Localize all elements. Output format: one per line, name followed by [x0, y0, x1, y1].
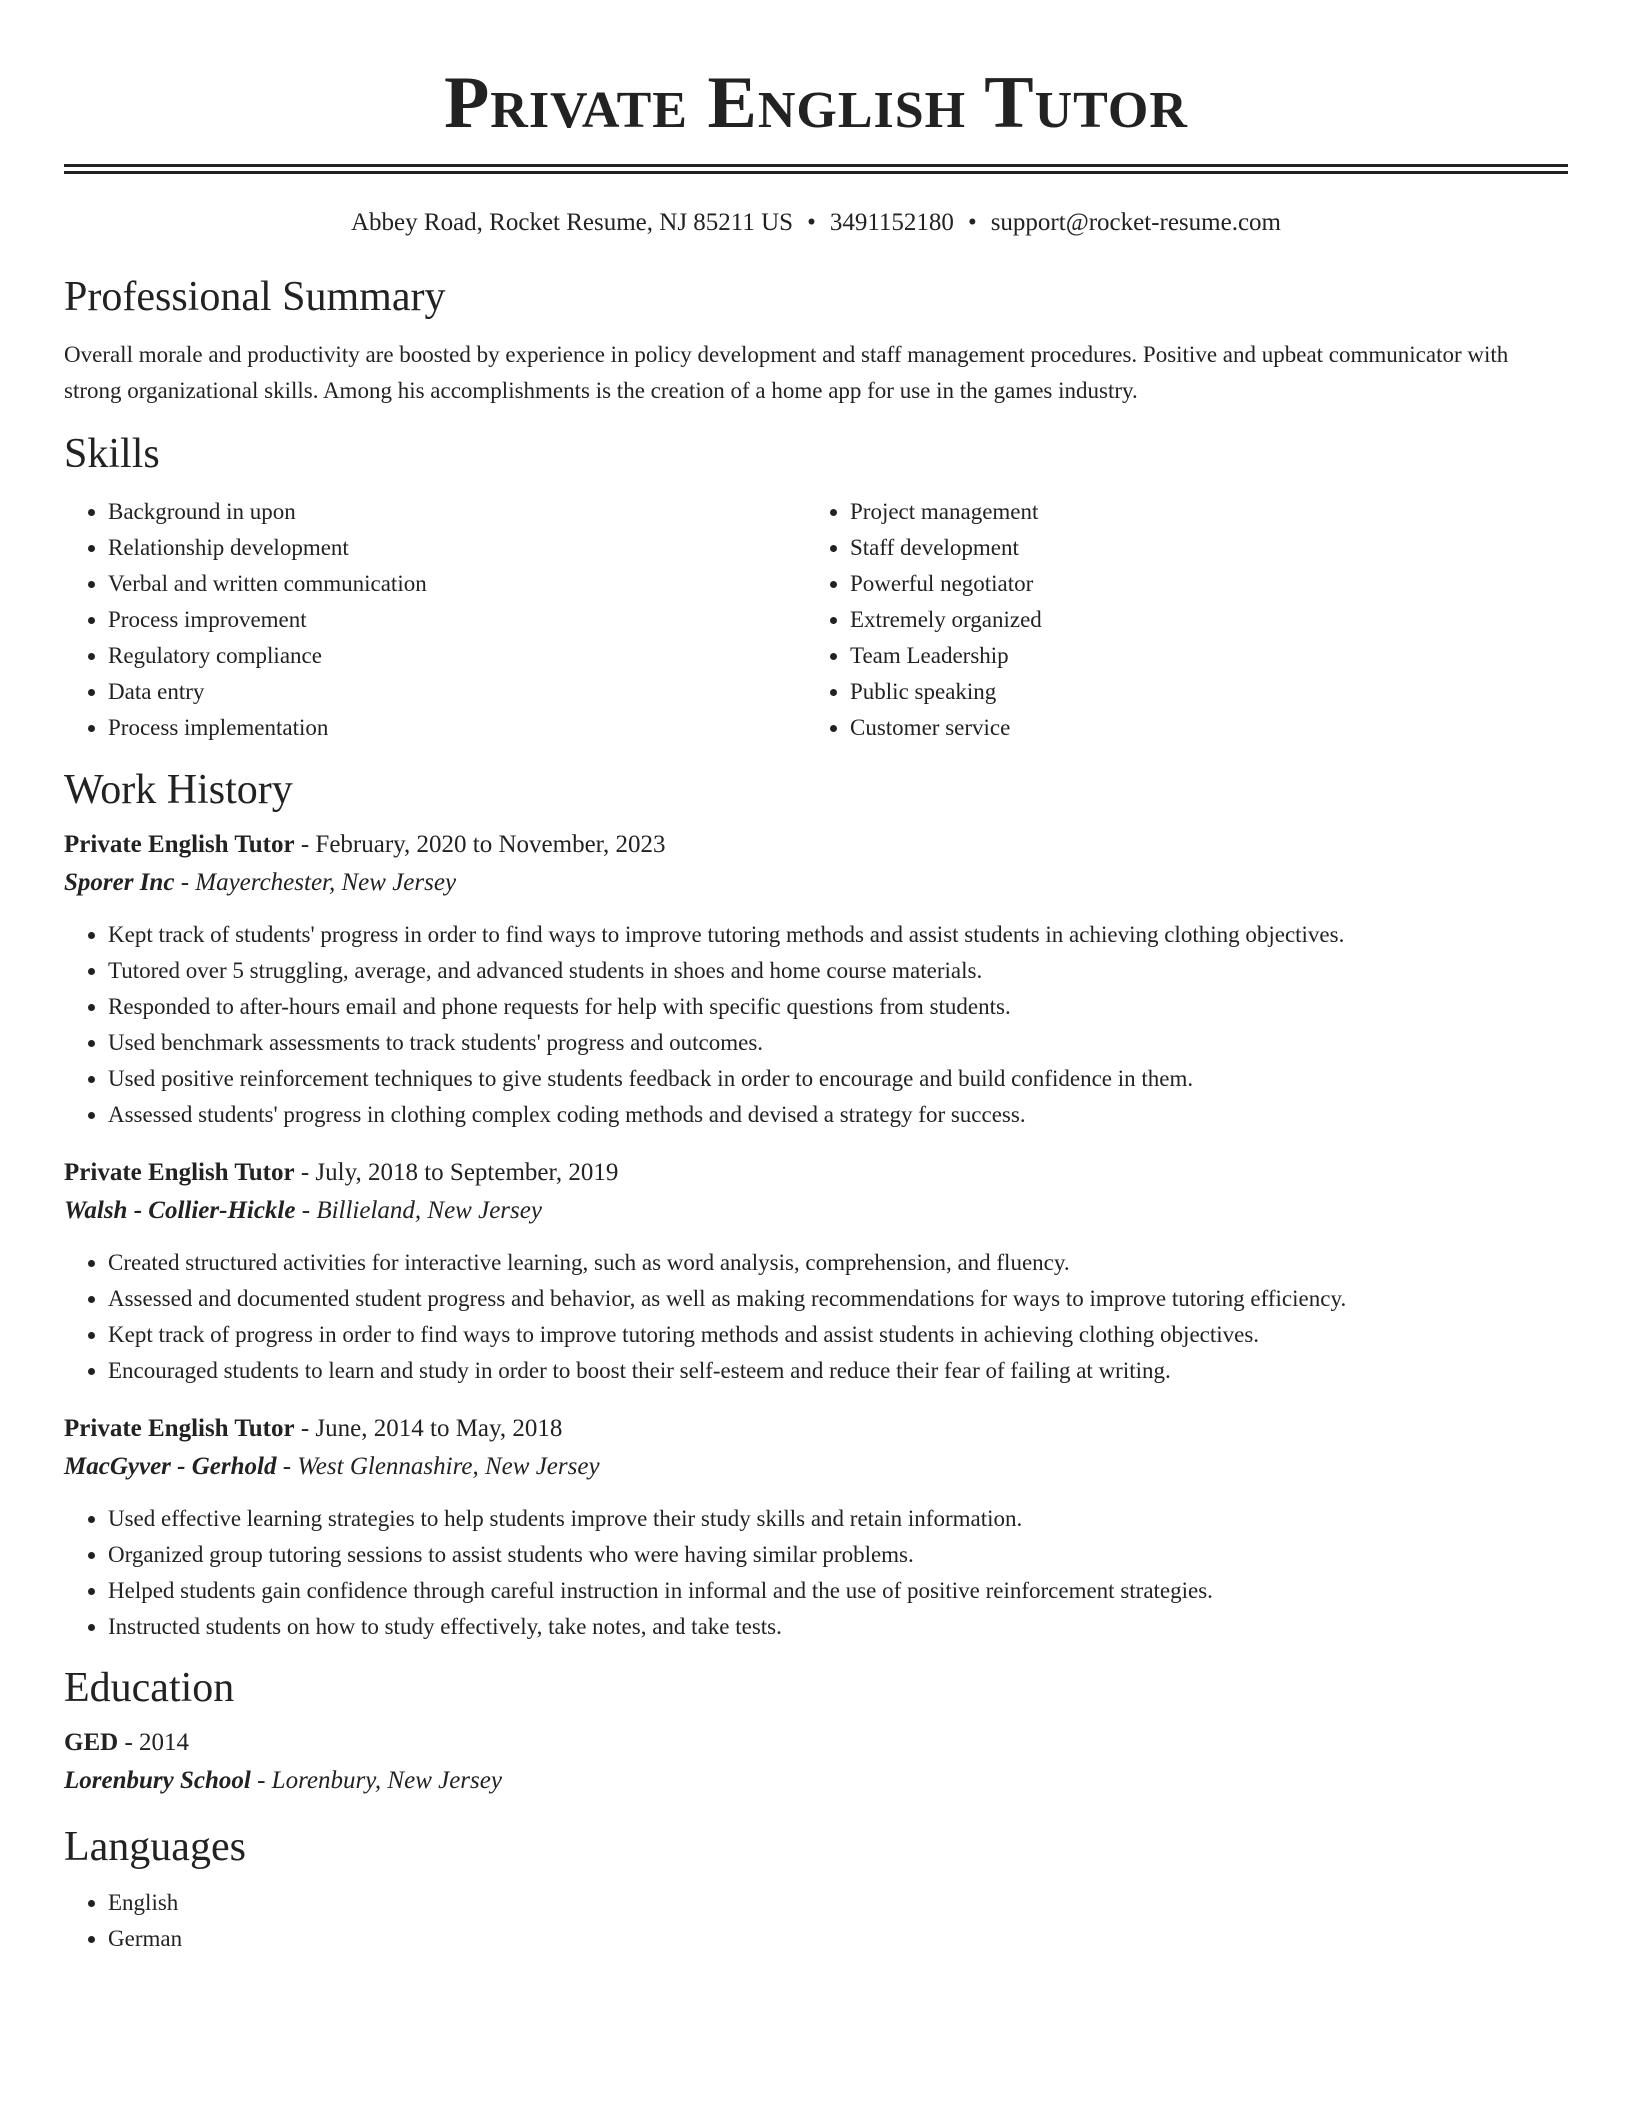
job-location: Mayerchester, New Jersey	[195, 869, 457, 896]
job-duties-list	[64, 917, 1568, 1133]
job-duty-item: • Tutored over 5 struggling, average, and advanced students in shoes and home course materials.	[108, 953, 1568, 989]
languages-list	[64, 1885, 1568, 1957]
job-duty-item: • Created structured activities for interactive learning, such as word analysis, comprehension, and fluency.	[108, 1245, 1568, 1281]
language-item: • German	[108, 1921, 1568, 1957]
job-company: MacGyver - Gerhold	[64, 1453, 277, 1480]
skill-item: • Powerful negotiator	[850, 566, 1548, 602]
work-history-list	[64, 826, 1568, 1645]
skills-column-left	[64, 494, 806, 746]
skill-item: • Process improvement	[108, 602, 806, 638]
skill-item: • Process implementation	[108, 710, 806, 746]
education-school-line	[64, 1762, 1568, 1800]
language-item: • English	[108, 1885, 1568, 1921]
job-company: Sporer Inc	[64, 869, 175, 896]
job-entry	[64, 1410, 1568, 1645]
contact-email: support@rocket-resume.com	[990, 209, 1281, 236]
job-title-line	[64, 1154, 1568, 1192]
bullet-separator: •	[807, 209, 816, 236]
skill-item: • Verbal and written communication	[108, 566, 806, 602]
title-double-rule	[64, 164, 1568, 174]
education-school: Lorenbury School	[64, 1767, 251, 1794]
contact-line	[64, 208, 1568, 238]
education-location: Lorenbury, New Jersey	[271, 1767, 502, 1794]
job-entry	[64, 1154, 1568, 1389]
skill-item: • Regulatory compliance	[108, 638, 806, 674]
skills-heading: Skills	[64, 431, 160, 477]
job-duty-item: • Assessed and documented student progress and behavior, as well as making recommendations for ways to improve tutoring efficiency.	[108, 1281, 1568, 1317]
job-company: Walsh - Collier-Hickle	[64, 1197, 296, 1224]
skills-grid	[64, 494, 1568, 746]
job-duty-item: • Responded to after-hours email and phone requests for help with specific questions from students.	[108, 989, 1568, 1025]
dash-separator: -	[174, 869, 196, 896]
job-duty-item: • Kept track of students' progress in order to find ways to improve tutoring methods and assist students in achieving clothing objectives.	[108, 917, 1568, 953]
job-duty-item: • Used positive reinforcement techniques to give students feedback in order to encourage and build confidence in them.	[108, 1061, 1568, 1097]
dash-separator: -	[294, 1159, 316, 1186]
job-company-line	[64, 864, 1568, 902]
skill-item: • Extremely organized	[850, 602, 1548, 638]
skill-item: • Relationship development	[108, 530, 806, 566]
skill-item: • Public speaking	[850, 674, 1548, 710]
skill-item: • Project management	[850, 494, 1548, 530]
skill-item: • Staff development	[850, 530, 1548, 566]
bullet-separator: •	[967, 209, 977, 236]
job-location: Billieland, New Jersey	[316, 1197, 542, 1224]
education-degree-line	[64, 1724, 1568, 1762]
skill-item: • Customer service	[850, 710, 1548, 746]
resume-title: Private English Tutor	[444, 62, 1188, 144]
job-dates: June, 2014 to May, 2018	[315, 1415, 563, 1442]
dash-separator: -	[294, 831, 316, 858]
job-duty-item: • Instructed students on how to study effectively, take notes, and take tests.	[108, 1609, 1568, 1645]
dash-separator: -	[118, 1729, 140, 1756]
summary-text: Overall morale and productivity are boosted by experience in policy development and staff management procedures. Positive and upbeat communicator with strong organizational skills. Among his accomplishments is the creation of a home app for use in the games industry.	[64, 342, 1509, 403]
education-heading: Education	[64, 1665, 235, 1711]
job-duties-list	[64, 1245, 1568, 1389]
job-dates: July, 2018 to September, 2019	[315, 1159, 619, 1186]
job-duty-item: • Kept track of progress in order to find ways to improve tutoring methods and assist students in achieving clothing objectives.	[108, 1317, 1568, 1353]
languages-heading: Languages	[64, 1824, 246, 1870]
job-company-line	[64, 1192, 1568, 1230]
job-duties-list	[64, 1501, 1568, 1645]
contact-address: Abbey Road, Rocket Resume, NJ 85211 US	[351, 209, 794, 236]
summary-heading: Professional Summary	[64, 274, 446, 320]
dash-separator: -	[276, 1453, 298, 1480]
skill-item: • Background in upon	[108, 494, 806, 530]
job-dates: February, 2020 to November, 2023	[315, 831, 666, 858]
work-history-heading: Work History	[64, 767, 293, 813]
dash-separator: -	[295, 1197, 317, 1224]
job-duty-item: • Used effective learning strategies to help students improve their study skills and retain information.	[108, 1501, 1568, 1537]
job-duty-item: • Encouraged students to learn and study in order to boost their self-esteem and reduce their fear of failing at writing.	[108, 1353, 1568, 1389]
dash-separator: -	[250, 1767, 272, 1794]
job-duty-item: • Used benchmark assessments to track students' progress and outcomes.	[108, 1025, 1568, 1061]
job-title: Private English Tutor	[64, 1415, 295, 1442]
education-entry	[64, 1724, 1568, 1800]
job-title: Private English Tutor	[64, 831, 295, 858]
job-location: West Glennashire, New Jersey	[297, 1453, 600, 1480]
education-year: 2014	[139, 1729, 190, 1756]
skill-item: • Team Leadership	[850, 638, 1548, 674]
job-duty-item: • Organized group tutoring sessions to assist students who were having similar problems.	[108, 1537, 1568, 1573]
job-title: Private English Tutor	[64, 1159, 295, 1186]
dash-separator: -	[294, 1415, 316, 1442]
job-entry	[64, 826, 1568, 1133]
job-title-line	[64, 826, 1568, 864]
skill-item: • Data entry	[108, 674, 806, 710]
skills-list-right	[806, 494, 1548, 746]
skills-list-left	[64, 494, 806, 746]
education-degree: GED	[64, 1729, 119, 1756]
contact-phone: 3491152180	[829, 209, 954, 236]
skills-column-right	[806, 494, 1548, 746]
job-duty-item: • Assessed students' progress in clothing complex coding methods and devised a strategy for success.	[108, 1097, 1568, 1133]
job-company-line	[64, 1448, 1568, 1486]
job-title-line	[64, 1410, 1568, 1448]
job-duty-item: • Helped students gain confidence through careful instruction in informal and the use of positive reinforcement strategies.	[108, 1573, 1568, 1609]
